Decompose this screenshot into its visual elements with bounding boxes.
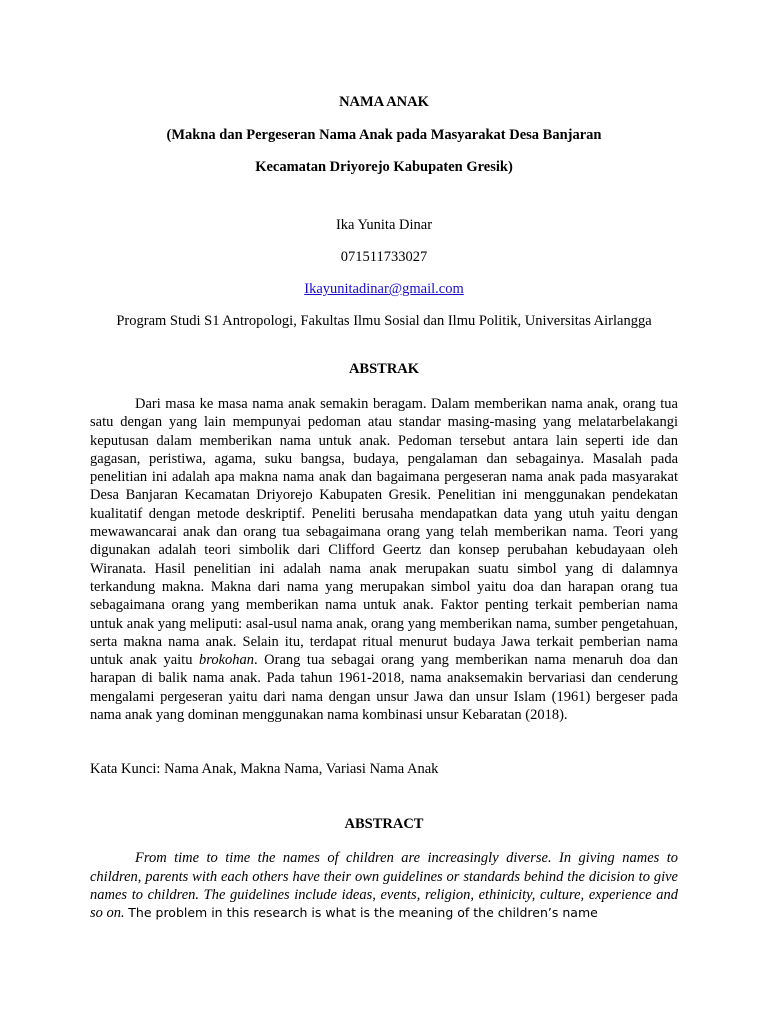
abstrak-heading: ABSTRAK — [348, 361, 420, 377]
abstrak-italic-term: brokohan — [198, 652, 255, 669]
abstract-heading: ABSTRACT — [344, 816, 424, 833]
abstract-text-tail: The problem in this research is what is the meaning of the children’s name — [128, 905, 598, 921]
paper-subtitle-line-2: Kecamatan Driyorejo Kabupaten Gresik) — [255, 159, 513, 175]
abstrak-text-part-2: . Orang tua sebagai orang yang memberikan nama menaruh doa dan harapan di balik nama anak. Pada tahun 1961-2018, nama anaksemakin bervariasi dan cenderung mengalami pergeseran yaitu dari nama dengan unsur Jawa dan unsur Islam (1961) bergeser pada nama anak yang dominan menggunakan nama kombinasi unsur Kebaratan (2018). — [90, 652, 678, 724]
author-affiliation: Program Studi S1 Antropologi, Fakultas Ilmu Sosial dan Ilmu Politik, Universitas Airlangga — [116, 313, 652, 329]
abstrak-paragraph — [90, 395, 678, 724]
author-email-link[interactable]: Ikayunitadinar@gmail.com — [304, 281, 464, 297]
paper-subtitle-line-1: (Makna dan Pergeseran Nama Anak pada Masyarakat Desa Banjaran — [166, 127, 602, 143]
author-email — [90, 280, 678, 298]
abstract-text-italic: From time to time the names of children are increasingly diverse. In giving names to children, parents with each others have their own guidelines or standards behind the dicision to give names to children. The guidelines include ideas, events, religion, ethinicity, culture, experience and so on. — [90, 850, 678, 922]
author-name: Ika Yunita Dinar — [335, 217, 433, 233]
abstrak-text-part-1: Dari masa ke masa nama anak semakin beragam. Dalam memberikan nama anak, orang tua satu dengan yang lain mempunyai pedoman atau standar masing-masing yang melatarbelakangi keputusan dalam memberikan nama untuk anak. Pedoman tersebut antara lain seperti ide dan gagasan, peristiwa, agama, suku bangsa, budaya, pengalaman dan sebagainya. Masalah pada penelitian ini adalah apa makna nama anak dan bagaimana pergeseran nama anak pada masyarakat Desa Banjaran Kecamatan Driyorejo Kabupaten Gresik. Penelitian ini menggunakan pendekatan kualitatif dengan metode deskriptif. Peneliti berusaha mendapatkan data yang utuh yaitu dengan mewawancarai anak dan orang tua sebagaimana orang yang telah memberikan nama. Teori yang digunakan adalah teori simbolik dari Clifford Geertz dan konsep perubahan kebudayaan oleh Wiranata. Hasil penelitian ini adalah nama anak merupakan suatu simbol yang di dalamnya terkandung makna. Makna dari nama yang merupakan simbol yaitu doa dan harapan orang tua sebagaimana orang yang memberikan nama untuk anak. Faktor penting terkait pemberian nama untuk anak yang meliputi: asal-usul nama anak, orang yang memberikan nama, sumber pengetahuan, serta makna nama anak. Selain itu, terdapat ritual menurut budaya Jawa terkait pemberian nama untuk anak yaitu — [90, 396, 678, 669]
abstract-paragraph — [90, 849, 678, 922]
paper-title: NAMA ANAK — [339, 94, 429, 110]
keywords-line: Kata Kunci: Nama Anak, Makna Nama, Variasi Nama Anak — [90, 761, 439, 778]
author-student-id: 071511733027 — [340, 249, 428, 265]
